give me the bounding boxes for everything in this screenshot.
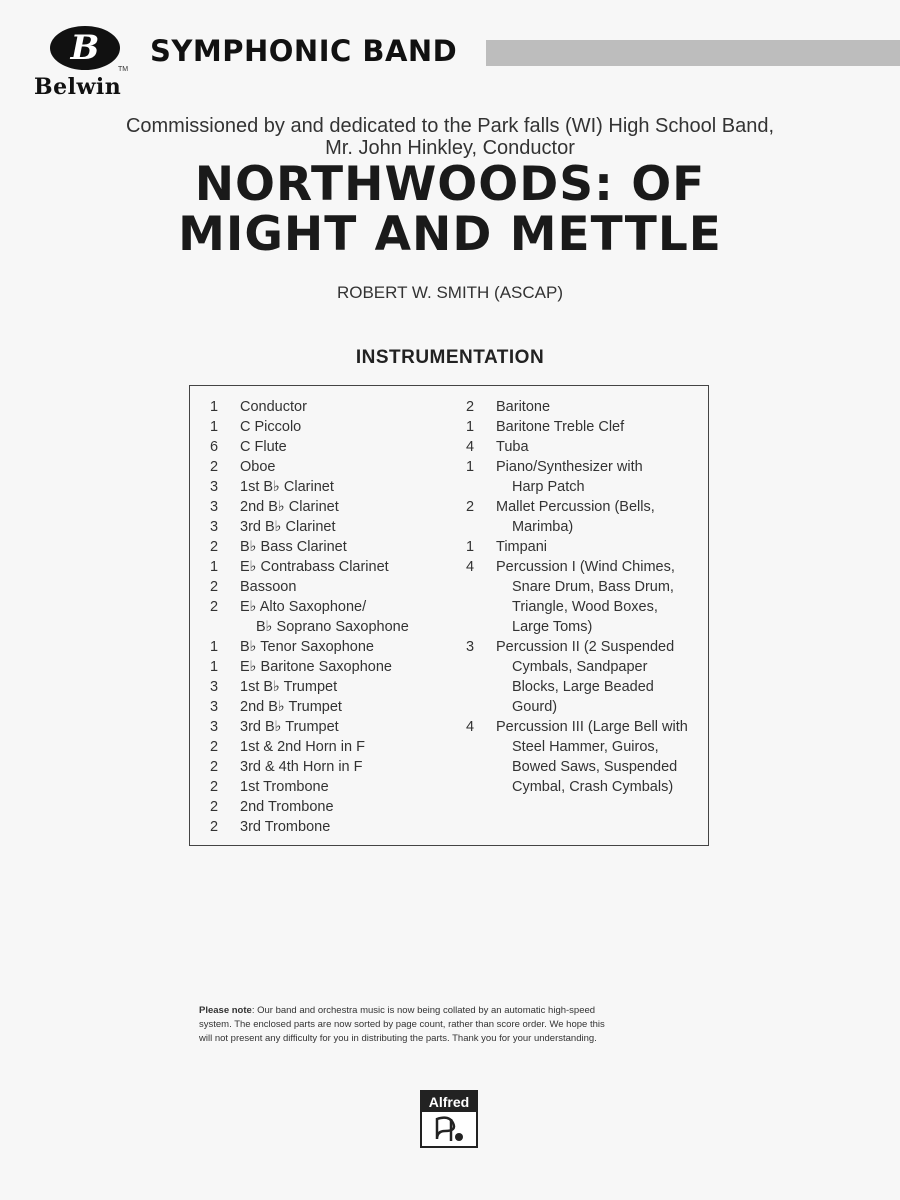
instrument-name-line: 3rd Trombone [240, 819, 331, 835]
instrument-name [496, 397, 550, 417]
instrument-name [496, 457, 643, 497]
instrument-entry [210, 657, 450, 677]
instrument-entry [210, 757, 450, 777]
instrument-name-line: 1st B♭ Trumpet [240, 679, 338, 695]
instrument-quantity: 1 [210, 419, 219, 435]
instrument-entry [210, 497, 450, 517]
instrument-name [240, 417, 301, 437]
instrument-name-line: Gourd) [512, 699, 558, 715]
instrument-name-line: Percussion I (Wind Chimes, [496, 559, 675, 575]
instrument-name [240, 557, 389, 577]
instrument-name-line: Conductor [240, 399, 307, 415]
instrument-quantity: 2 [210, 759, 219, 775]
instrument-quantity: 6 [210, 439, 219, 455]
instrument-name-line: Marimba) [512, 519, 574, 535]
instrument-name-line: Baritone [496, 399, 551, 415]
instrument-name [240, 797, 334, 817]
composer: ROBERT W. SMITH (ASCAP) [336, 283, 564, 302]
piece-title-line-2: MIGHT AND METTLE [178, 207, 722, 262]
instrument-entry [210, 477, 450, 497]
instrument-quantity: 1 [210, 659, 219, 675]
instrument-entry [466, 417, 706, 437]
instrument-quantity: 1 [466, 459, 475, 475]
instrument-name [240, 817, 330, 837]
instrument-name-line: 3rd B♭ Clarinet [240, 519, 336, 535]
instrument-quantity: 1 [466, 539, 475, 555]
instrument-name [496, 497, 655, 537]
instrument-quantity: 2 [210, 739, 219, 755]
instrument-name-line: E♭ Contrabass Clarinet [240, 559, 389, 575]
instrument-name-line: Large Toms) [512, 619, 593, 635]
instrument-entry [210, 577, 450, 597]
instrument-name-line: Cymbal, Crash Cymbals) [512, 779, 674, 795]
instrument-name [240, 497, 339, 517]
instrument-name [496, 637, 674, 717]
instrument-entry [210, 537, 450, 557]
instrument-entry [210, 397, 450, 417]
trademark-mark: TM [118, 66, 129, 73]
instrument-quantity: 2 [210, 819, 219, 835]
instrument-name [240, 697, 342, 717]
instrument-entry [466, 717, 706, 797]
instrument-quantity: 4 [466, 719, 475, 735]
instrument-entry [210, 417, 450, 437]
instrument-name-line: B♭ Soprano Saxophone [256, 619, 409, 635]
logo-letter: B [70, 28, 100, 68]
instrument-name-line: Triangle, Wood Boxes, [512, 599, 658, 615]
instrument-name-line: 1st Trombone [240, 779, 329, 795]
instrument-name-line: E♭ Alto Saxophone/ [240, 599, 367, 615]
instrument-name-line: Bowed Saws, Suspended [512, 759, 678, 775]
instrument-name [240, 577, 296, 597]
instrumentation-box [189, 385, 709, 846]
instrument-name [496, 717, 688, 797]
instrument-entry [210, 597, 450, 637]
instrument-quantity: 2 [210, 779, 219, 795]
piece-title-line-1: NORTHWOODS: OF [194, 157, 706, 212]
instrument-entry [466, 557, 706, 637]
instrument-name [496, 437, 529, 457]
collation-note [199, 1004, 719, 1046]
instrument-name [240, 537, 347, 557]
instrument-quantity: 4 [466, 559, 475, 575]
instrument-name-line: Percussion III (Large Bell with [496, 719, 688, 735]
instrument-entry [466, 457, 706, 497]
instrument-name-line: Harp Patch [512, 479, 585, 495]
instrument-quantity: 2 [210, 539, 219, 555]
note-label: Please note [199, 1005, 252, 1016]
commission-line-2: Mr. John Hinkley, Conductor [325, 137, 575, 159]
instrument-quantity: 3 [210, 679, 219, 695]
instrumentation-heading: INSTRUMENTATION [355, 347, 545, 368]
instrument-entry [210, 457, 450, 477]
instrument-name-line: 1st & 2nd Horn in F [240, 739, 365, 755]
instrument-name-line: Piano/Synthesizer with [496, 459, 643, 475]
instrument-name-line: Mallet Percussion (Bells, [496, 499, 655, 515]
instrument-quantity: 1 [210, 639, 219, 655]
instrument-name [240, 397, 307, 417]
instrument-quantity: 3 [210, 479, 219, 495]
instrument-name-line: Steel Hammer, Guiros, [512, 739, 659, 755]
instrument-name-line: Baritone Treble Clef [496, 419, 625, 435]
instrument-entry [466, 537, 706, 557]
alfred-logo [420, 1090, 478, 1148]
series-title: SYMPHONIC BAND [150, 34, 458, 68]
instrument-name [240, 717, 339, 737]
note-line-2: system. The enclosed parts are now sorted by page count, rather than score order. We hope this [199, 1019, 605, 1030]
instrument-name [496, 557, 675, 637]
instrument-name [240, 597, 409, 637]
instrument-name-line: B♭ Tenor Saxophone [240, 639, 374, 655]
instrument-quantity: 2 [210, 579, 219, 595]
instrument-name-line: Bassoon [240, 579, 297, 595]
instrument-name-line: 1st B♭ Clarinet [240, 479, 334, 495]
instrument-name [240, 477, 334, 497]
commission-line-1: Commissioned by and dedicated to the Park falls (WI) High School Band, [125, 115, 775, 137]
instrument-name-line: 2nd Trombone [240, 799, 334, 815]
instrument-entry [466, 397, 706, 417]
instrument-quantity: 3 [210, 699, 219, 715]
instrument-name [496, 537, 547, 557]
instrument-quantity: 2 [210, 799, 219, 815]
instrument-name-line: C Piccolo [240, 419, 302, 435]
instrument-name-line: 2nd B♭ Trumpet [240, 699, 342, 715]
instrument-name [240, 457, 275, 477]
instrument-name [240, 637, 374, 657]
instrument-name-line: Blocks, Large Beaded [512, 679, 654, 695]
instrument-quantity: 2 [210, 459, 219, 475]
instrument-entry [210, 737, 450, 757]
instrument-name-line: Percussion II (2 Suspended [496, 639, 675, 655]
instrument-quantity: 3 [210, 519, 219, 535]
instrument-name-line: 2nd B♭ Clarinet [240, 499, 339, 515]
header-gray-bar [486, 40, 900, 66]
instrument-quantity: 4 [466, 439, 475, 455]
instrument-entry [210, 697, 450, 717]
instrument-quantity: 3 [466, 639, 475, 655]
instrument-entry [210, 817, 450, 837]
instrument-entry [210, 677, 450, 697]
instrument-name-line: B♭ Bass Clarinet [240, 539, 347, 555]
instrument-entry [210, 637, 450, 657]
instrument-quantity: 2 [466, 499, 475, 515]
instrument-name [240, 517, 336, 537]
instrument-quantity: 1 [466, 419, 475, 435]
instrument-name-line: Oboe [240, 459, 276, 475]
instrument-name-line: Snare Drum, Bass Drum, [512, 579, 674, 595]
instrument-name [240, 737, 365, 757]
instrument-name-line: C Flute [240, 439, 287, 455]
instrument-quantity: 3 [210, 499, 219, 515]
instrument-entry [210, 557, 450, 577]
instrument-entry [466, 437, 706, 457]
instrument-name [240, 777, 329, 797]
instrument-quantity: 2 [466, 399, 475, 415]
instrumentation-right-column [466, 397, 706, 797]
instrument-name [240, 437, 287, 457]
instrument-name-line: Cymbals, Sandpaper [512, 659, 648, 675]
instrumentation-left-column [210, 397, 450, 837]
instrument-name-line: E♭ Baritone Saxophone [240, 659, 392, 675]
instrument-name-line: 3rd & 4th Horn in F [240, 759, 363, 775]
instrument-name [240, 657, 392, 677]
instrument-entry [466, 497, 706, 537]
instrument-name [240, 757, 363, 777]
publisher-name: Alfred [422, 1092, 476, 1112]
note-line-3: will not present any difficulty for you in distributing the parts. Thank you for your understanding. [199, 1033, 597, 1044]
instrument-entry [210, 437, 450, 457]
instrument-name-line: Timpani [496, 539, 548, 555]
instrument-name-line: 3rd B♭ Trumpet [240, 719, 339, 735]
instrument-name-line: Tuba [496, 439, 529, 455]
instrument-name [496, 417, 624, 437]
instrument-entry [466, 637, 706, 717]
music-clef-icon [429, 1115, 469, 1145]
instrument-entry [210, 797, 450, 817]
instrument-entry [210, 717, 450, 737]
brand-name: Belwin [34, 74, 122, 100]
instrument-quantity: 2 [210, 599, 219, 615]
instrument-quantity: 1 [210, 399, 219, 415]
belwin-logo [50, 26, 120, 70]
instrument-entry [210, 777, 450, 797]
note-line-1: : Our band and orchestra music is now being collated by an automatic high-speed [251, 1005, 596, 1016]
instrument-name [240, 677, 337, 697]
instrument-quantity: 1 [210, 559, 219, 575]
instrument-entry [210, 517, 450, 537]
instrument-quantity: 3 [210, 719, 219, 735]
